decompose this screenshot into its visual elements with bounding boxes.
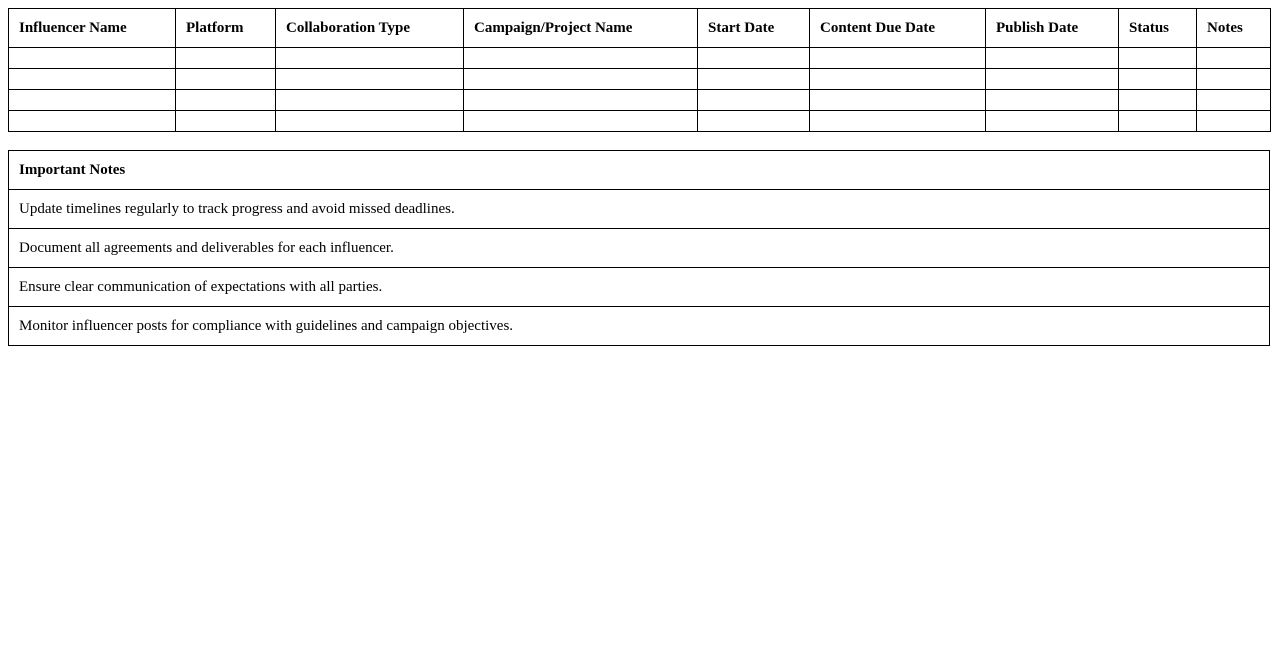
table-cell[interactable] [9, 48, 176, 69]
column-header-notes: Notes [1197, 9, 1271, 48]
column-header-status: Status [1119, 9, 1197, 48]
table-cell[interactable] [1197, 48, 1271, 69]
table-row [9, 48, 1271, 69]
note-text: Monitor influencer posts for compliance with guidelines and campaign objectives. [9, 307, 1270, 346]
notes-title: Important Notes [9, 151, 1270, 190]
table-cell[interactable] [986, 90, 1119, 111]
table-cell[interactable] [176, 48, 276, 69]
table-cell[interactable] [1119, 90, 1197, 111]
table-cell[interactable] [464, 69, 698, 90]
note-text: Update timelines regularly to track progress and avoid missed deadlines. [9, 190, 1270, 229]
column-header-campaign-project-name: Campaign/Project Name [464, 9, 698, 48]
table-header-row [9, 9, 1271, 48]
table-cell[interactable] [1119, 111, 1197, 132]
table-cell[interactable] [9, 111, 176, 132]
table-cell[interactable] [176, 69, 276, 90]
note-text: Ensure clear communication of expectations with all parties. [9, 268, 1270, 307]
table-cell[interactable] [464, 111, 698, 132]
table-cell[interactable] [698, 111, 810, 132]
column-header-start-date: Start Date [698, 9, 810, 48]
list-item [9, 229, 1270, 268]
table-cell[interactable] [986, 69, 1119, 90]
notes-header-row [9, 151, 1270, 190]
table-cell[interactable] [698, 90, 810, 111]
table-cell[interactable] [464, 48, 698, 69]
table-cell[interactable] [1119, 48, 1197, 69]
table-cell[interactable] [176, 111, 276, 132]
table-row [9, 90, 1271, 111]
table-cell[interactable] [810, 48, 986, 69]
list-item [9, 268, 1270, 307]
list-item [9, 190, 1270, 229]
table-cell[interactable] [9, 69, 176, 90]
table-cell[interactable] [698, 48, 810, 69]
table-cell[interactable] [986, 111, 1119, 132]
table-cell[interactable] [1119, 69, 1197, 90]
table-cell[interactable] [176, 90, 276, 111]
column-header-influencer-name: Influencer Name [9, 9, 176, 48]
column-header-collaboration-type: Collaboration Type [276, 9, 464, 48]
table-cell[interactable] [464, 90, 698, 111]
column-header-publish-date: Publish Date [986, 9, 1119, 48]
note-text: Document all agreements and deliverables for each influencer. [9, 229, 1270, 268]
table-row [9, 111, 1271, 132]
table-cell[interactable] [1197, 90, 1271, 111]
table-cell[interactable] [986, 48, 1119, 69]
column-header-content-due-date: Content Due Date [810, 9, 986, 48]
column-header-platform: Platform [176, 9, 276, 48]
table-cell[interactable] [276, 111, 464, 132]
table-cell[interactable] [9, 90, 176, 111]
table-cell[interactable] [698, 69, 810, 90]
table-cell[interactable] [810, 69, 986, 90]
page-content [8, 8, 1270, 346]
influencer-tracker-table [8, 8, 1271, 132]
table-cell[interactable] [1197, 111, 1271, 132]
table-cell[interactable] [1197, 69, 1271, 90]
list-item [9, 307, 1270, 346]
table-cell[interactable] [810, 90, 986, 111]
table-cell[interactable] [276, 48, 464, 69]
table-cell[interactable] [810, 111, 986, 132]
table-cell[interactable] [276, 69, 464, 90]
table-cell[interactable] [276, 90, 464, 111]
important-notes-table [8, 150, 1270, 346]
table-row [9, 69, 1271, 90]
